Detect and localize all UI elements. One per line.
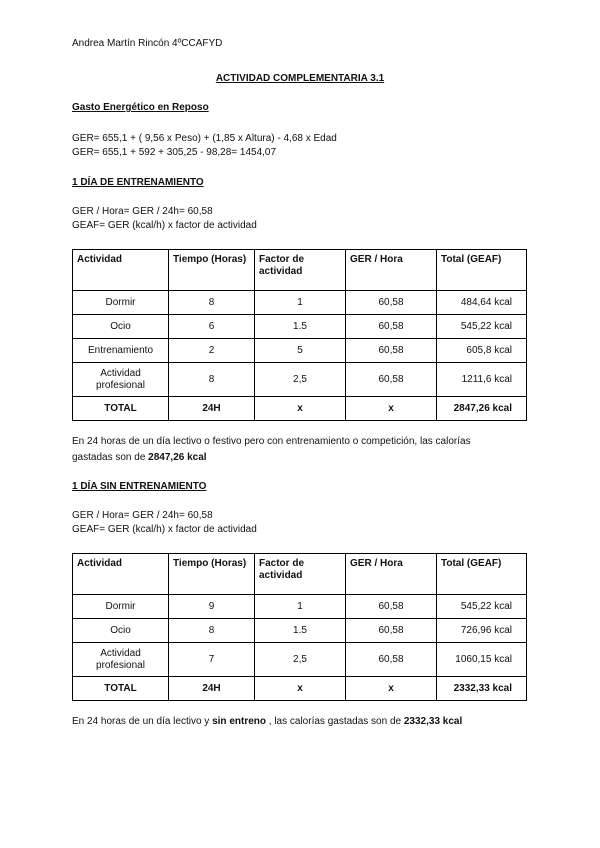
- table-row: [73, 315, 527, 339]
- total-cell: TOTAL: [73, 397, 169, 421]
- sin-entreno-heading: 1 DÍA SIN ENTRENAMIENTO: [72, 481, 207, 492]
- summary-label: gastadas son de: [72, 452, 149, 463]
- total-cell: x: [255, 397, 346, 421]
- reposo-heading: Gasto Energético en Reposo: [72, 102, 209, 113]
- cell: 2,5: [255, 363, 346, 397]
- cell: 8: [169, 619, 255, 643]
- cell: 60,58: [346, 595, 437, 619]
- cell: Entrenamiento: [73, 339, 169, 363]
- entreno-summary-text: En 24 horas de un día lectivo o festivo pero con entrenamiento o competición, las calorías: [72, 436, 471, 447]
- cell: 60,58: [346, 619, 437, 643]
- total-cell: x: [346, 397, 437, 421]
- sin-entreno-summary: [72, 716, 462, 728]
- header-cell: Actividad: [73, 554, 169, 595]
- sin-entreno-ger-hora: GER / Hora= GER / 24h= 60,58: [72, 510, 213, 521]
- table-row: [73, 595, 527, 619]
- table-header-row: [73, 554, 527, 595]
- ger-calculation: GER= 655,1 + 592 + 305,25 - 98,28= 1454,07: [72, 147, 277, 158]
- cell: 60,58: [346, 291, 437, 315]
- cell: Ocio: [73, 315, 169, 339]
- header-cell: Total (GEAF): [437, 250, 527, 291]
- cell: 1060,15 kcal: [437, 643, 527, 677]
- cell: 1: [255, 595, 346, 619]
- entreno-heading: 1 DÍA DE ENTRENAMIENTO: [72, 177, 204, 188]
- total-cell: TOTAL: [73, 677, 169, 701]
- cell: 545,22 kcal: [437, 595, 527, 619]
- table-row: [73, 339, 527, 363]
- cell: 9: [169, 595, 255, 619]
- table-header-row: [73, 250, 527, 291]
- header-cell: GER / Hora: [346, 554, 437, 595]
- cell: 5: [255, 339, 346, 363]
- cell: Actividad profesional: [73, 363, 169, 397]
- entreno-ger-hora: GER / Hora= GER / 24h= 60,58: [72, 206, 213, 217]
- header-cell: Total (GEAF): [437, 554, 527, 595]
- cell: 60,58: [346, 339, 437, 363]
- total-cell: x: [255, 677, 346, 701]
- cell: 545,22 kcal: [437, 315, 527, 339]
- table-row: [73, 291, 527, 315]
- cell: 1211,6 kcal: [437, 363, 527, 397]
- entreno-table: [72, 249, 527, 421]
- cell: 8: [169, 291, 255, 315]
- ger-formula: GER= 655,1 + ( 9,56 x Peso) + (1,85 x Altura) - 4,68 x Edad: [72, 133, 337, 144]
- author-header: Andrea Martín Rincón 4ºCCAFYD: [72, 38, 223, 49]
- header-cell: Tiempo (Horas): [169, 554, 255, 595]
- cell: Dormir: [73, 291, 169, 315]
- summary-mid: , las calorías gastadas son de: [268, 716, 402, 727]
- cell: 60,58: [346, 315, 437, 339]
- header-cell: Actividad: [73, 250, 169, 291]
- cell: 726,96 kcal: [437, 619, 527, 643]
- cell: 6: [169, 315, 255, 339]
- cell: 1.5: [255, 315, 346, 339]
- cell: 1.5: [255, 619, 346, 643]
- table-row: [73, 619, 527, 643]
- entreno-summary-value: 2847,26 kcal: [148, 452, 207, 463]
- header-cell: GER / Hora: [346, 250, 437, 291]
- cell: Dormir: [73, 595, 169, 619]
- cell: 7: [169, 643, 255, 677]
- cell: 60,58: [346, 643, 437, 677]
- sin-entreno-summary-value: 2332,33 kcal: [403, 716, 463, 727]
- total-cell: 2332,33 kcal: [437, 677, 527, 701]
- cell: 8: [169, 363, 255, 397]
- cell: 60,58: [346, 363, 437, 397]
- total-cell: 24H: [169, 677, 255, 701]
- cell: 2,5: [255, 643, 346, 677]
- cell: Ocio: [73, 619, 169, 643]
- entreno-geaf-formula: GEAF= GER (kcal/h) x factor de actividad: [72, 220, 257, 231]
- header-cell: Tiempo (Horas): [169, 250, 255, 291]
- header-cell: Factor de actividad: [255, 250, 346, 291]
- table-total-row: [73, 677, 527, 701]
- sin-entreno-table: [72, 553, 527, 701]
- total-cell: 24H: [169, 397, 255, 421]
- summary-pre: En 24 horas de un día lectivo y: [72, 716, 210, 727]
- sin-entreno-geaf-formula: GEAF= GER (kcal/h) x factor de actividad: [72, 524, 257, 535]
- cell: 2: [169, 339, 255, 363]
- header-cell: Factor de actividad: [255, 554, 346, 595]
- table-row: [73, 363, 527, 397]
- total-cell: 2847,26 kcal: [437, 397, 527, 421]
- cell: 605,8 kcal: [437, 339, 527, 363]
- total-cell: x: [346, 677, 437, 701]
- entreno-summary-line2: [72, 452, 207, 464]
- cell: Actividad profesional: [73, 643, 169, 677]
- table-row: [73, 643, 527, 677]
- cell: 1: [255, 291, 346, 315]
- cell: 484,64 kcal: [437, 291, 527, 315]
- table-total-row: [73, 397, 527, 421]
- summary-bold: sin entreno: [212, 716, 266, 727]
- document-title: ACTIVIDAD COMPLEMENTARIA 3.1: [215, 73, 385, 84]
